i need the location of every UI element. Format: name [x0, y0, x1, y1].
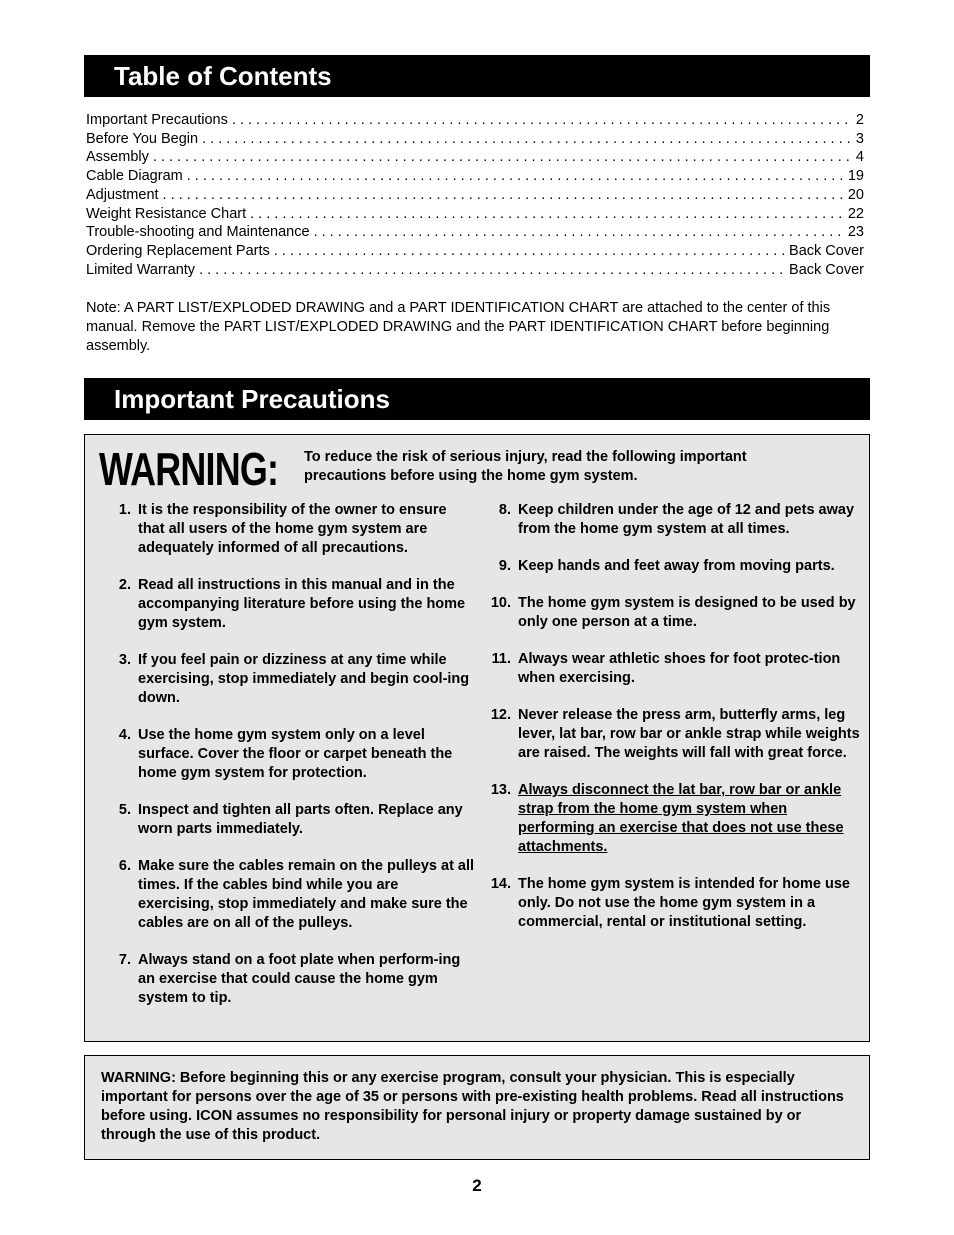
- precaution-number: 2.: [118, 577, 131, 593]
- toc-leader-dots: [274, 242, 785, 261]
- precaution-number: 3.: [118, 652, 131, 668]
- toc-leader-dots: [163, 186, 844, 205]
- toc-entry-page: 22: [847, 205, 864, 222]
- toc-entry-label: Assembly: [86, 149, 149, 166]
- precaution-text: It is the responsibility of the owner to ensure that all users of the home gym system are adequately informed of all precautions.: [138, 502, 447, 556]
- precaution-item: [489, 781, 861, 857]
- toc-entry-page: 3: [855, 130, 864, 147]
- precaution-text: Never release the press arm, butterfly arms, leg lever, lat bar, row bar or ankle strap while weights are raised. The weights will fall with great force.: [518, 707, 860, 761]
- warning-intro: To reduce the risk of serious injury, read the following important precautions before using the home gym system.: [304, 449, 747, 484]
- precaution-text: Make sure the cables remain on the pulleys at all times. If the cables bind while you are exercising, stop immediately and make sure the cables are on all of the pulleys.: [138, 858, 475, 931]
- precaution-text: Keep hands and feet away from moving parts.: [518, 558, 835, 574]
- toc-entry-label: Before You Begin: [86, 130, 199, 147]
- toc-entry[interactable]: [86, 148, 864, 167]
- toc-entry-page: 23: [847, 224, 864, 241]
- toc-entry[interactable]: [86, 111, 864, 130]
- precaution-text: Always disconnect the lat bar, row bar or ankle strap from the home gym system when performing an exercise that does not use these attachments.: [518, 782, 844, 855]
- toc-entry[interactable]: [86, 205, 864, 224]
- precaution-text: Always wear athletic shoes for foot protec-tion when exercising.: [518, 651, 841, 686]
- toc-entry-page: Back Cover: [789, 242, 864, 259]
- precaution-item: [489, 557, 861, 576]
- toc-leader-dots: [202, 130, 852, 149]
- precaution-number: 8.: [498, 502, 511, 518]
- assembly-note: Note: A PART LIST/EXPLODED DRAWING and a PART IDENTIFICATION CHART are attached to the center of this manual. Remove the PART LIST/EXPLODED DRAWING and the PART IDENTIFICATION CHART before beginning assembly.: [86, 300, 831, 354]
- toc-entry-label: Limited Warranty: [86, 261, 196, 278]
- toc-leader-dots: [314, 223, 844, 242]
- precaution-text: Always stand on a foot plate when perform-ing an exercise that could cause the home gym system to tip.: [138, 952, 461, 1006]
- toc-entry-page: Back Cover: [789, 261, 864, 278]
- precaution-number: 10.: [490, 595, 511, 611]
- precaution-item: [107, 801, 475, 839]
- precaution-number: 4.: [118, 727, 131, 743]
- toc-entry[interactable]: [86, 186, 864, 205]
- precaution-number: 1.: [118, 502, 131, 518]
- precaution-text: Read all instructions in this manual and in the accompanying literature before using the home gym system.: [138, 577, 466, 631]
- precautions-warning-box: [84, 434, 870, 1042]
- precaution-text: Inspect and tighten all parts often. Replace any worn parts immediately.: [138, 802, 463, 837]
- toc-leader-dots: [153, 148, 852, 167]
- precaution-text: If you feel pain or dizziness at any time while exercising, stop immediately and begin cool-ing down.: [138, 652, 470, 706]
- toc-entry[interactable]: [86, 167, 864, 186]
- toc-entry-label: Adjustment: [86, 186, 159, 203]
- precaution-text: Use the home gym system only on a level surface. Cover the floor or carpet beneath the home gym system for protection.: [138, 727, 453, 781]
- precaution-number: 11.: [491, 651, 511, 667]
- precaution-number: 5.: [118, 802, 131, 818]
- toc-entry-label: Cable Diagram: [86, 168, 183, 185]
- toc-list: [86, 111, 864, 279]
- precaution-text: The home gym system is intended for home use only. Do not use the home gym system in a commercial, rental or institutional setting.: [518, 876, 850, 930]
- precaution-item: [107, 726, 475, 783]
- precaution-item: [107, 576, 475, 633]
- toc-entry[interactable]: [86, 223, 864, 242]
- toc-entry-page: 19: [847, 168, 864, 185]
- toc-heading: Table of Contents: [84, 55, 870, 97]
- toc-entry-page: 20: [847, 186, 864, 203]
- precaution-item: [107, 651, 475, 708]
- precaution-item: [489, 501, 861, 539]
- page-number: 2: [472, 1176, 482, 1195]
- toc-entry[interactable]: [86, 242, 864, 261]
- precautions-left-column: [107, 501, 475, 1026]
- precaution-number: 9.: [498, 558, 511, 574]
- toc-entry-label: Important Precautions: [86, 112, 228, 128]
- precaution-item: [489, 706, 861, 763]
- precautions-heading: Important Precautions: [84, 378, 870, 420]
- precaution-text: Keep children under the age of 12 and pets away from the home gym system at all times.: [518, 502, 855, 537]
- precaution-text: The home gym system is designed to be used by only one person at a time.: [518, 595, 856, 630]
- toc-entry[interactable]: [86, 261, 864, 280]
- precaution-number: 12.: [490, 707, 511, 723]
- toc-entry[interactable]: [86, 130, 864, 149]
- precaution-item: [489, 650, 861, 688]
- warning-title: WARNING:: [99, 443, 279, 495]
- toc-leader-dots: [187, 167, 844, 186]
- precaution-number: 14.: [490, 876, 511, 892]
- toc-entry-label: Weight Resistance Chart: [86, 205, 247, 222]
- toc-leader-dots: [250, 205, 844, 224]
- precaution-item: [107, 501, 475, 558]
- physician-warning-box: WARNING: Before beginning this or any exercise program, consult your physician. This is especially important for persons over the age of 35 or persons with pre-existing health problems. Read all instructions before using. ICON assumes no responsibility for personal injury or property damage sustained by or through the use of this product.: [84, 1055, 870, 1160]
- precaution-number: 6.: [118, 858, 131, 874]
- precaution-item: [107, 951, 475, 1008]
- precaution-item: [489, 875, 861, 932]
- toc-entry-page: 4: [855, 149, 864, 166]
- toc-leader-dots: [199, 261, 785, 280]
- precaution-number: 13.: [490, 782, 511, 798]
- toc-entry-page: 2: [855, 112, 864, 128]
- toc-leader-dots: [232, 111, 852, 130]
- precaution-item: [107, 857, 475, 933]
- precautions-right-column: [489, 501, 861, 950]
- precaution-number: 7.: [118, 952, 131, 968]
- toc-entry-label: Ordering Replacement Parts: [86, 242, 270, 259]
- precaution-item: [489, 594, 861, 632]
- toc-entry-label: Trouble-shooting and Maintenance: [86, 224, 310, 241]
